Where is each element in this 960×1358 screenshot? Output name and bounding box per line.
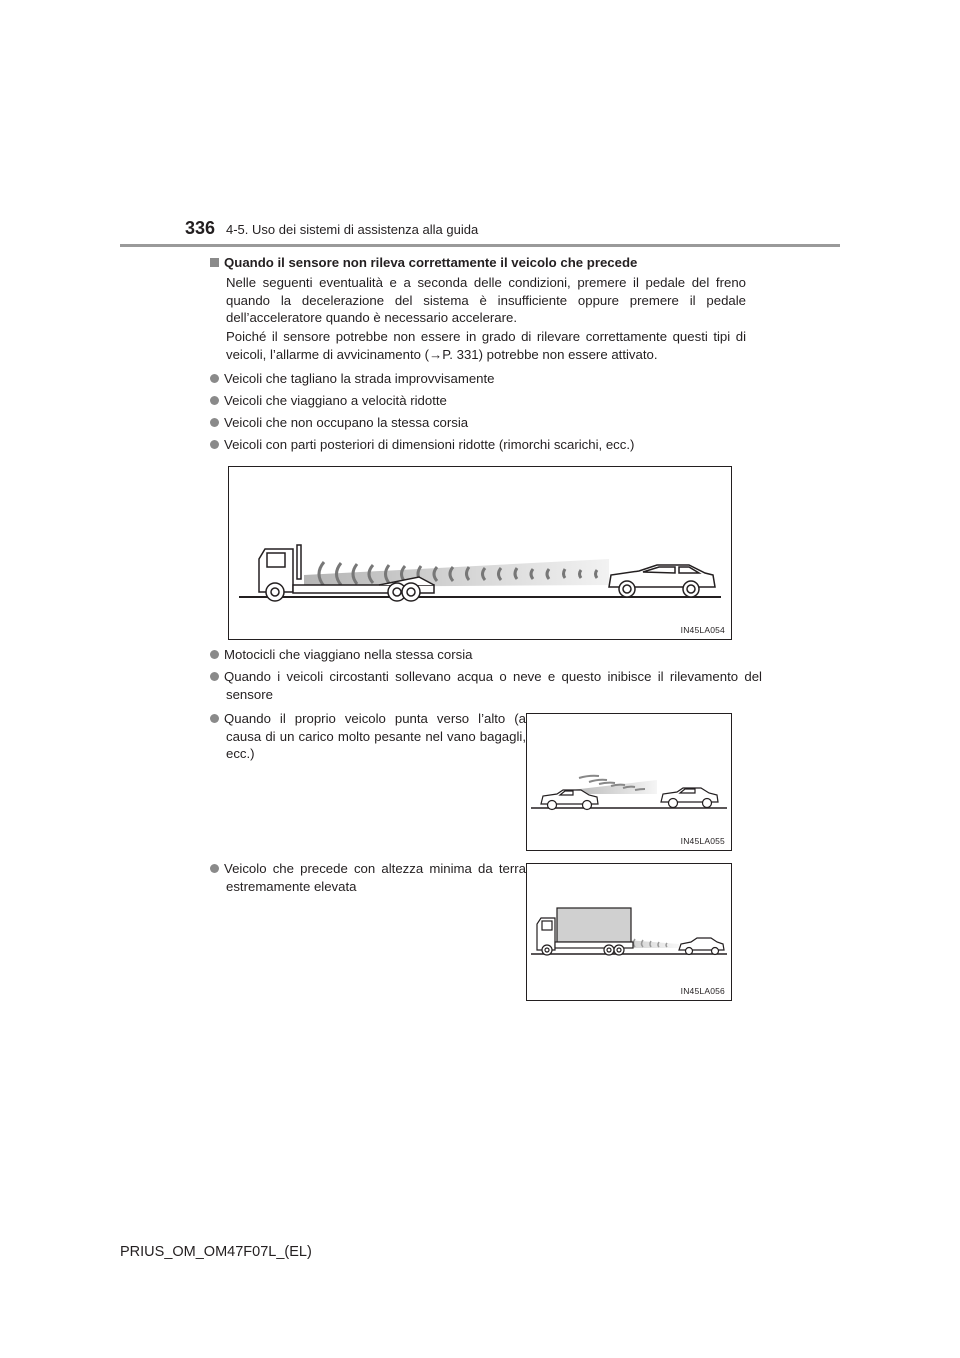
list-item: Veicoli con parti posteriori di dimensioni ridotte (rimorchi scarichi, ecc.)	[210, 436, 634, 454]
list-item: Quando il proprio veicolo punta verso l’alto (a causa di un carico molto pesante nel vano bagagli, ecc.)	[210, 710, 526, 763]
figure-code: IN45LA056	[680, 986, 725, 996]
bullet-dot-icon	[210, 650, 219, 659]
figure-car-carrier-illustration	[228, 466, 732, 640]
figure-high-clearance-vehicle-illustration	[526, 863, 732, 1001]
figure-code: IN45LA054	[680, 625, 725, 635]
bullet-dot-icon	[210, 396, 219, 405]
list-item: Veicoli che non occupano la stessa corsia	[210, 414, 468, 432]
truck-and-small-car-illustration	[527, 864, 731, 1000]
bullet-dot-icon	[210, 672, 219, 681]
section-heading-text: Quando il sensore non rileva correttamente il veicolo che precede	[224, 255, 638, 270]
section-heading	[210, 254, 750, 271]
bullet-dot-icon	[210, 374, 219, 383]
bullet-dot-icon	[210, 418, 219, 427]
paragraph: Poiché il sensore potrebbe non essere in grado di rilevare correttamente questi tipi di veicoli, l’allarme di avvicinamento (→P. 331) potrebbe non essere attivato.	[226, 329, 746, 362]
truck-and-car-illustration	[229, 467, 731, 639]
bullet-dot-icon	[210, 864, 219, 873]
figure-vehicle-pitched-up-illustration	[526, 713, 732, 851]
chapter-title: 4-5. Uso dei sistemi di assistenza alla guida	[226, 222, 479, 237]
page-number: 336	[185, 218, 216, 238]
list-item: Veicoli che tagliano la strada improvvisamente	[210, 370, 495, 388]
paragraph: Nelle seguenti eventualità e a seconda delle condizioni, premere il pedale del freno quando la decelerazione del sistema è insufficiente oppure premere il pedale dell’acceleratore quando è necessario accelerare.	[226, 275, 746, 326]
two-cars-illustration	[527, 714, 731, 850]
square-bullet-icon	[210, 258, 219, 267]
footer-document-id: PRIUS_OM_OM47F07L_(EL)	[120, 1244, 312, 1260]
figure-code: IN45LA055	[680, 836, 725, 846]
header-divider	[120, 244, 840, 247]
list-item: Veicolo che precede con altezza minima da terra estremamente elevata	[210, 860, 526, 895]
list-item: Veicoli che viaggiano a velocità ridotte	[210, 392, 447, 410]
bullet-dot-icon	[210, 714, 219, 723]
bullet-dot-icon	[210, 440, 219, 449]
list-item: Motocicli che viaggiano nella stessa corsia	[210, 646, 473, 664]
list-item: Quando i veicoli circostanti sollevano acqua o neve e questo inibisce il rilevamento del sensore	[210, 668, 762, 703]
